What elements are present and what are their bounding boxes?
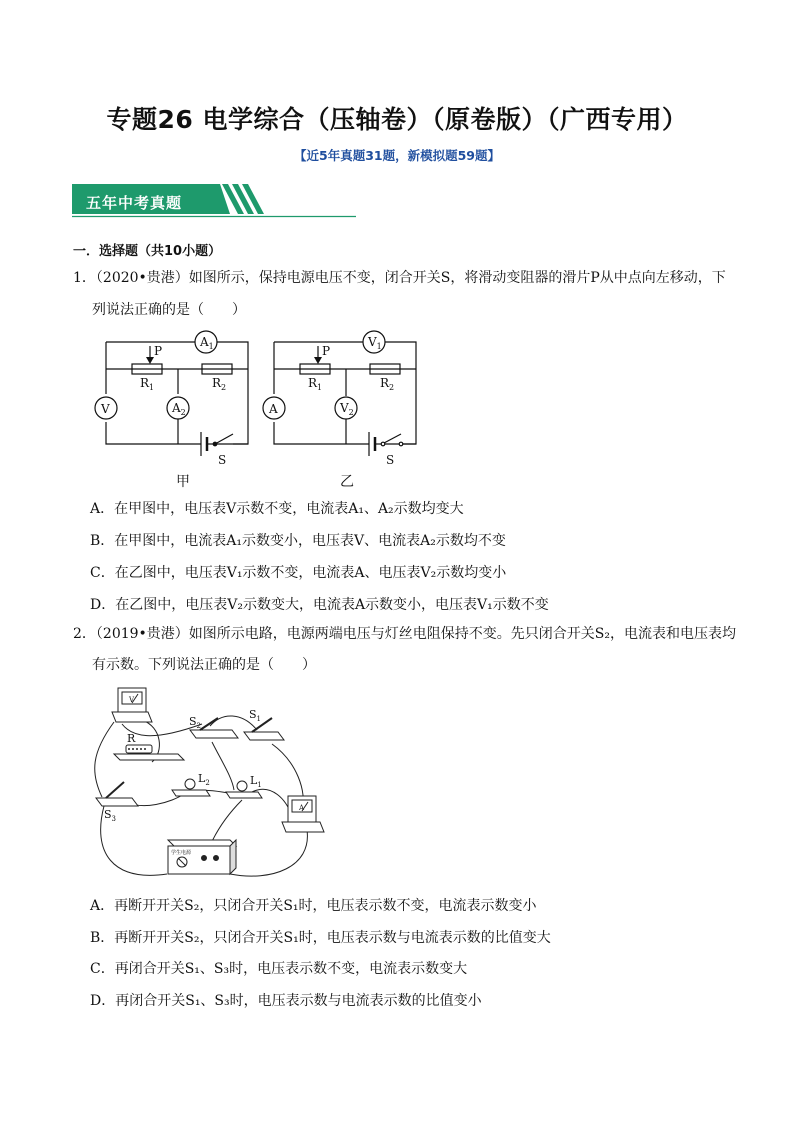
- photo-label-s2: S: [189, 715, 197, 728]
- figure-caption-jia: 甲: [176, 474, 190, 490]
- svg-text:L2: [198, 772, 210, 787]
- photo-label-r: R: [127, 732, 136, 745]
- question-1-option-d[interactable]: D．在乙图中，电压表V₂示数变大，电流表A示数变小，电压表V₁示数不变: [90, 597, 549, 613]
- jia-label-p: P: [154, 344, 163, 358]
- question-2-option-b[interactable]: B．再断开开关S₂，只闭合开关S₁时，电压表示数与电流表示数的比值变大: [90, 930, 551, 946]
- photo-label-s3: S: [104, 808, 112, 821]
- photo-label-v: V: [129, 696, 135, 704]
- yi-label-r1: R: [308, 376, 318, 390]
- photo-label-l1: L: [250, 774, 258, 787]
- photo-label-l1-sub: 1: [257, 781, 262, 789]
- photo-label-supply: 学生电源: [171, 850, 192, 856]
- svg-text:L1: [250, 774, 262, 789]
- page-subtitle: 【近5年真题31题，新模拟题59题】: [294, 148, 500, 163]
- svg-text:R2: [212, 376, 226, 392]
- jia-label-a2-sub: 2: [180, 408, 186, 417]
- photo-label-s1: S: [249, 708, 257, 721]
- jia-label-a1: A: [200, 335, 209, 349]
- section-heading: 一．选择题（共10小题）: [73, 244, 222, 259]
- svg-text:S1: [249, 708, 261, 723]
- photo-label-l2-sub: 2: [205, 779, 210, 787]
- photo-label-l2: L: [198, 772, 206, 785]
- yi-label-s: S: [386, 453, 395, 466]
- question-2-circuit-photo: [92, 682, 332, 882]
- yi-label-r2-sub: 2: [389, 383, 395, 392]
- yi-label-r1-sub: 1: [317, 383, 323, 392]
- question-1-circuit-diagrams: [90, 326, 430, 466]
- question-2-text-line1: 2．（2019•贵港）如图所示电路，电源两端电压与灯丝电阻保持不变。先只闭合开关S₂，电流表和电压表均: [73, 626, 736, 642]
- jia-label-r1: R: [140, 376, 150, 390]
- photo-label-s3-sub: 3: [111, 815, 117, 823]
- svg-text:R2: [380, 376, 394, 392]
- question-1-option-c[interactable]: C．在乙图中，电压表V₁示数不变，电流表A、电压表V₂示数均变小: [90, 565, 507, 581]
- jia-label-r2-sub: 2: [221, 383, 227, 392]
- photo-label-a: A: [299, 804, 305, 812]
- yi-label-r2: R: [380, 376, 390, 390]
- section-banner-label: 五年中考真题: [86, 194, 183, 212]
- question-2-option-c[interactable]: C．再闭合开关S₁、S₃时，电压表示数不变，电流表示数变大: [90, 961, 468, 977]
- svg-text:S3: [104, 808, 116, 823]
- yi-label-p: P: [322, 344, 331, 358]
- jia-label-r2: R: [212, 376, 222, 390]
- question-1-text-line1: 1．（2020•贵港）如图所示，保持电源电压不变，闭合开关S，将滑动变阻器的滑片P从中点向左移动，下: [73, 270, 726, 286]
- question-1-text-line2: 列说法正确的是（ ）: [92, 302, 246, 318]
- svg-text:S2: [189, 715, 201, 730]
- question-2-option-a[interactable]: A．再断开开关S₂，只闭合开关S₁时，电压表示数不变，电流表示数变小: [90, 898, 537, 914]
- question-1-option-b[interactable]: B．在甲图中，电流表A₁示数变小，电压表V、电流表A₂示数均不变: [90, 533, 506, 549]
- svg-text:R1: [308, 376, 322, 392]
- photo-label-s2-sub: 2: [196, 722, 202, 730]
- svg-text:R1: [140, 376, 154, 392]
- jia-label-a2: A: [172, 401, 181, 415]
- yi-label-v1: V: [368, 335, 377, 349]
- question-2-text-line2: 有示数。下列说法正确的是（ ）: [92, 657, 316, 673]
- yi-label-v2-sub: 2: [348, 408, 354, 417]
- jia-label-s: S: [218, 453, 227, 466]
- jia-label-r1-sub: 1: [149, 383, 155, 392]
- figure-caption-yi: 乙: [340, 474, 354, 490]
- circuit-yi: [263, 331, 416, 466]
- yi-label-a: A: [269, 402, 278, 416]
- circuit-jia: [95, 331, 248, 466]
- question-1-option-a[interactable]: A．在甲图中，电压表V示数不变，电流表A₁、A₂示数均变大: [90, 501, 464, 517]
- question-2-option-d[interactable]: D．再闭合开关S₁、S₃时，电压表示数与电流表示数的比值变小: [90, 993, 482, 1009]
- jia-label-a1-sub: 1: [208, 342, 214, 351]
- page-title: 专题26 电学综合（压轴卷）（原卷版）（广西专用）: [106, 105, 688, 134]
- yi-label-v1-sub: 1: [376, 342, 382, 351]
- yi-label-v2: V: [340, 401, 349, 415]
- jia-label-v: V: [101, 402, 110, 416]
- photo-label-s1-sub: 1: [256, 715, 262, 723]
